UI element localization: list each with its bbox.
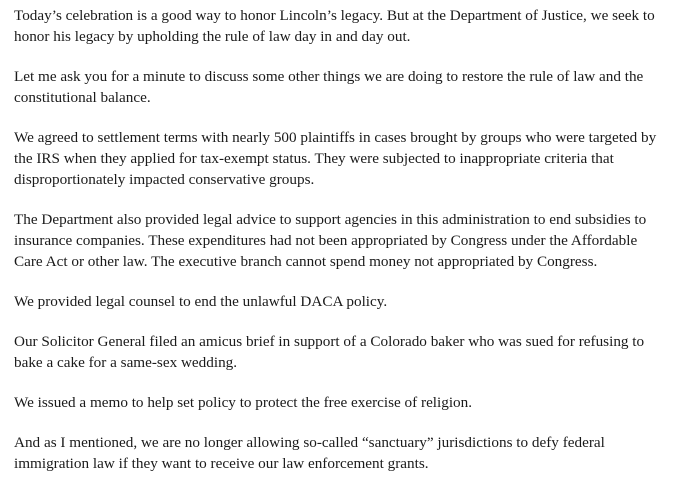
paragraph-insurance-subsidies: The Department also provided legal advice to support agencies in this administration to end subsidies to insurance companies. These expenditures had not been appropriated by Congress under the Affordable Care Act or other law. The executive branch cannot spend money not appropriated by Congress. xyxy=(14,211,647,270)
paragraph-daca: We provided legal counsel to end the unlawful DACA policy. xyxy=(14,293,388,310)
document-body xyxy=(14,5,664,474)
paragraph-sanctuary-jurisdictions: And as I mentioned, we are no longer allowing so-called “sanctuary” jurisdictions to defy federal immigration law if they want to receive our law enforcement grants. xyxy=(14,434,605,472)
paragraph-religion-memo: We issued a memo to help set policy to protect the free exercise of religion. xyxy=(14,394,473,411)
paragraph-amicus-brief: Our Solicitor General filed an amicus brief in support of a Colorado baker who was sued for refusing to bake a cake for a same-sex wedding. xyxy=(14,333,645,371)
paragraph-rule-of-law: Let me ask you for a minute to discuss some other things we are doing to restore the rule of law and the constitutional balance. xyxy=(14,68,644,106)
paragraph-irs-settlement: We agreed to settlement terms with nearly 500 plaintiffs in cases brought by groups who were targeted by the IRS when they applied for tax-exempt status. They were subjected to inappropriate criteria that disproportionately impacted conservative groups. xyxy=(14,129,657,188)
paragraph-lincoln-legacy: Today’s celebration is a good way to honor Lincoln’s legacy. But at the Department of Justice, we seek to honor his legacy by upholding the rule of law day in and day out. xyxy=(14,7,655,45)
